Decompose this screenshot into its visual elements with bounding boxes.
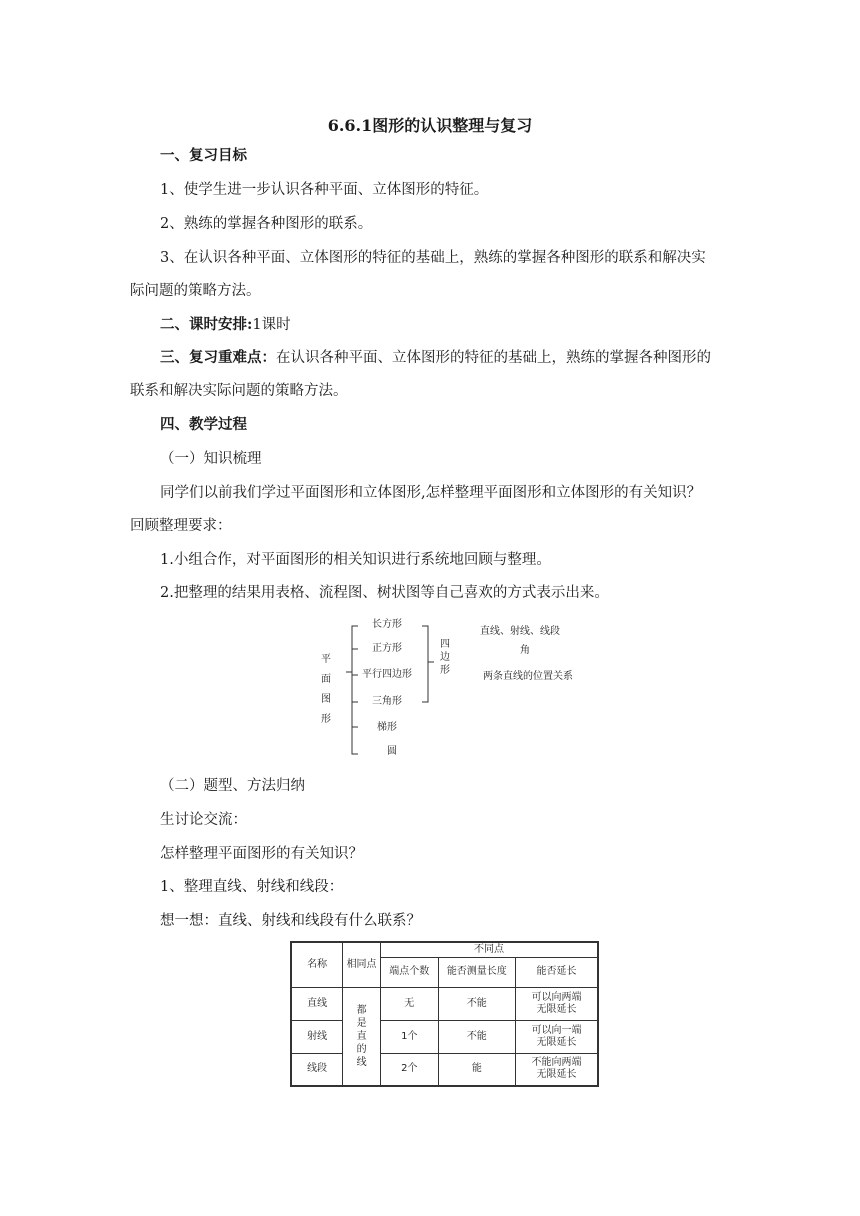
- row-ends: 1个: [380, 1020, 438, 1053]
- diagram-root: [320, 650, 332, 730]
- header-diff: 不同点: [380, 942, 598, 957]
- row-name: 直线: [291, 987, 343, 1020]
- header-end-points: 端点个数: [380, 957, 438, 987]
- header-measure: 能否测量长度: [438, 957, 515, 987]
- goal-3-line-2: 际问题的策略方法。: [130, 283, 261, 299]
- diagram-group-quadrilateral: [439, 638, 451, 677]
- goal-2: 2、熟练的掌握各种图形的联系。: [160, 216, 373, 232]
- item-1: 1、整理直线、射线和线段：: [160, 879, 344, 895]
- row-name: 射线: [291, 1020, 343, 1053]
- table-row: [291, 1053, 598, 1086]
- row-name: 线段: [291, 1053, 343, 1086]
- root-char: 面: [321, 674, 331, 685]
- process-heading: 四、教学过程: [160, 416, 247, 433]
- extend-line: 无限延长: [536, 1069, 577, 1081]
- right-label-positions: 两条直线的位置关系: [483, 671, 573, 682]
- header-same: 相同点: [343, 942, 381, 987]
- page-title: 6.6.1图形的认识整理与复习: [327, 116, 533, 135]
- requirement-2: 2.把整理的结果用表格、流程图、树状图等自己喜欢的方式表示出来。: [160, 585, 609, 601]
- extend-line: 不能向两端: [531, 1057, 582, 1069]
- table-row: [291, 987, 598, 1020]
- root-char: 图: [321, 694, 331, 705]
- same-char: 线: [356, 1056, 367, 1068]
- goal-heading: 一、复习目标: [160, 147, 247, 164]
- plane-figure-diagram: [310, 612, 610, 764]
- subsection-2: （二）题型、方法归纳: [160, 778, 305, 794]
- shape-triangle: 三角形: [372, 696, 402, 707]
- same-char: 的: [356, 1043, 367, 1055]
- same-char: 是: [356, 1017, 367, 1029]
- shape-circle: 圆: [387, 746, 397, 757]
- group-char: 四: [440, 639, 450, 650]
- line-comparison-table: [290, 941, 599, 1087]
- shape-parallelogram: 平行四边形: [362, 669, 412, 680]
- same-char: 都: [356, 1004, 367, 1016]
- right-label-lines: 直线、射线、线段: [480, 626, 560, 637]
- shape-rectangle: 长方形: [372, 619, 402, 630]
- header-name: 名称: [291, 942, 343, 987]
- right-label-angle: 角: [520, 645, 530, 656]
- extend-line: 可以向一端: [531, 1024, 582, 1036]
- subsection-1: （一）知识梳理: [160, 451, 262, 467]
- same-char: 直: [356, 1030, 367, 1042]
- key-value-line-1: 在认识各种平面、立体图形的特征的基础上，熟练的掌握各种图形的: [276, 350, 711, 366]
- row-measure: 能: [438, 1053, 515, 1086]
- group-char: 边: [440, 652, 450, 663]
- requirement-1: 1.小组合作，对平面图形的相关知识进行系统地回顾与整理。: [160, 552, 551, 568]
- schedule-value: 1课时: [252, 317, 291, 333]
- row-ends: 2个: [380, 1053, 438, 1086]
- row-ends: 无: [380, 987, 438, 1020]
- extend-line: 可以向两端: [531, 991, 582, 1003]
- shape-square: 正方形: [372, 643, 402, 654]
- think-prompt: 想一想：直线、射线和线段有什么联系？: [160, 913, 421, 929]
- intro-line-2: 回顾整理要求：: [130, 518, 232, 534]
- table-row: [291, 1020, 598, 1053]
- extend-line: 无限延长: [536, 1003, 577, 1015]
- intro-line-1: 同学们以前我们学过平面图形和立体图形,怎样整理平面图形和立体图形的有关知识？: [160, 485, 702, 501]
- question: 怎样整理平面图形的有关知识？: [160, 846, 363, 862]
- shape-trapezoid: 梯形: [377, 722, 397, 733]
- extend-line: 无限延长: [536, 1036, 577, 1048]
- root-char: 形: [321, 714, 331, 725]
- key-label: 三、复习重难点：: [160, 349, 276, 366]
- header-extend: 能否延长: [516, 957, 598, 987]
- discussion: 生讨论交流：: [160, 812, 247, 828]
- key-value-line-2: 联系和解决实际问题的策略方法。: [130, 383, 348, 399]
- schedule-label: 二、课时安排:: [160, 316, 253, 333]
- row-extend: [516, 1053, 598, 1086]
- group-char: 形: [440, 665, 450, 676]
- key-points: [160, 348, 770, 368]
- goal-3-line-1: 3、在认识各种平面、立体图形的特征的基础上，熟练的掌握各种图形的联系和解决实: [160, 250, 706, 266]
- schedule: [160, 315, 770, 335]
- same-cell: [343, 987, 381, 1086]
- row-measure: 不能: [438, 1020, 515, 1053]
- root-char: 平: [321, 654, 331, 665]
- goal-1: 1、使学生进一步认识各种平面、立体图形的特征。: [160, 182, 489, 198]
- row-extend: [516, 1020, 598, 1053]
- row-measure: 不能: [438, 987, 515, 1020]
- diagram-lines: [310, 612, 610, 764]
- row-extend: [516, 987, 598, 1020]
